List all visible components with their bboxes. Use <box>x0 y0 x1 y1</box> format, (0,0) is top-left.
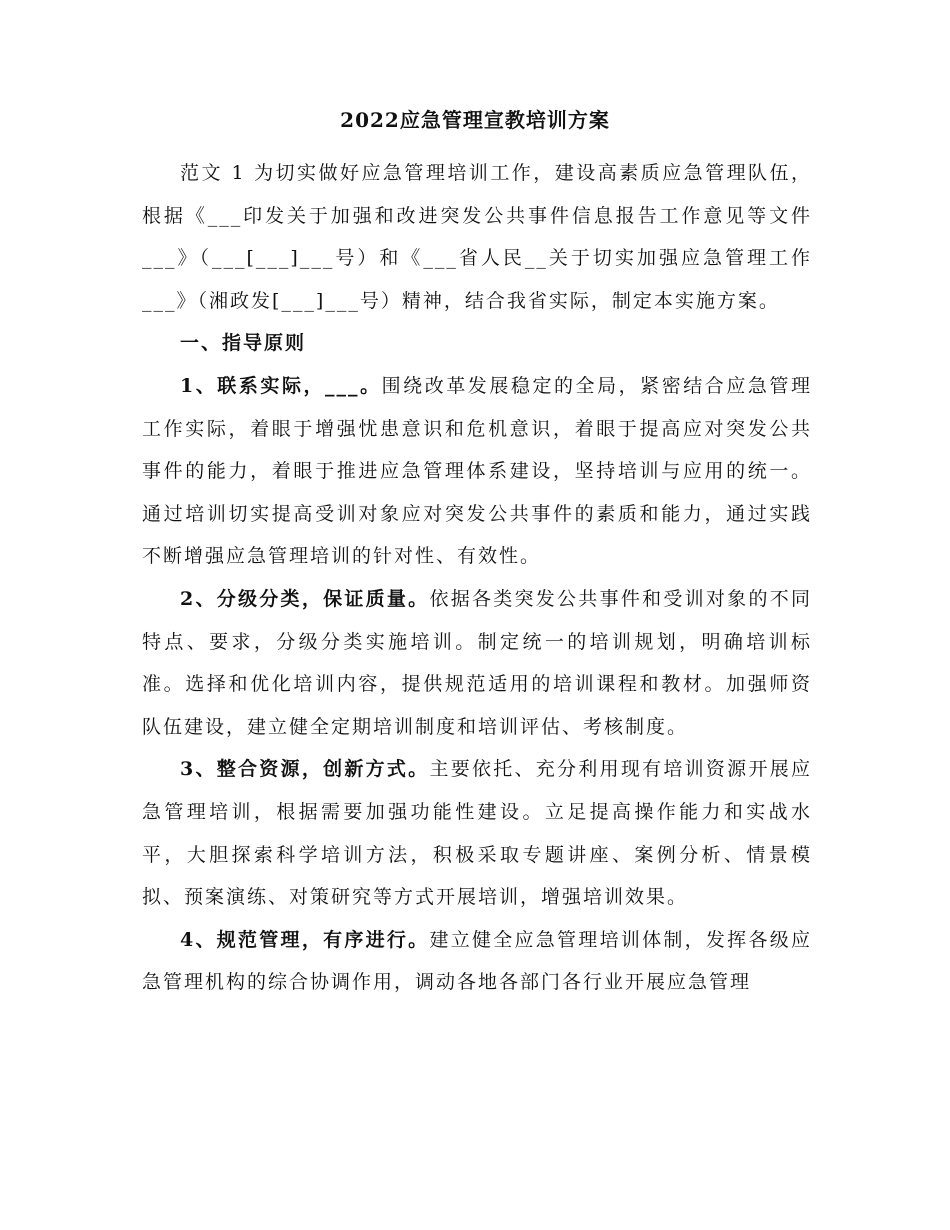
principle-item-1-lead: 1、联系实际，___。 <box>180 374 382 397</box>
principle-item-4 <box>142 919 812 1004</box>
principle-item-1 <box>142 365 812 578</box>
principle-item-2-text: 依据各类突发公共事件和受训对象的不同特点、要求，分级分类实施培训。制定统一的培训规划，明确培训标准。选择和优化培训内容，提供规范适用的培训课程和教材。加强师资队伍建设，建立健全定期培训制度和培训评估、考核制度。 <box>142 587 812 738</box>
intro-paragraph: 范文 1 为切实做好应急管理培训工作，建设高素质应急管理队伍，根据《___印发关于加强和改进突发公共事件信息报告工作意见等文件___》（___[___]___号）和《___省人民__关于切实加强应急管理工作___》（湘政发[___]___号）精神，结合我省实际，制定本实施方案。 <box>142 162 812 312</box>
principle-item-3-text: 主要依托、充分利用现有培训资源开展应急管理培训，根据需要加强功能性建设。立足提高操作能力和实战水平，大胆探索科学培训方法，积极采取专题讲座、案例分析、情景模拟、预案演练、对策研究等方式开展培训，增强培训效果。 <box>142 758 812 909</box>
principle-item-4-text: 建立健全应急管理培训体制，发挥各级应急管理机构的综合协调作用，调动各地各部门各行业开展应急管理 <box>142 928 812 994</box>
principle-item-3 <box>142 748 812 918</box>
principle-item-2-lead: 2、分级分类，保证质量。 <box>180 587 430 610</box>
principle-item-3-lead: 3、整合资源，创新方式。 <box>180 758 430 781</box>
document-body <box>142 152 812 1004</box>
principle-item-1-text: 围绕改革发展稳定的全局，紧密结合应急管理工作实际，着眼于增强忧患意识和危机意识，着眼于提高应对突发公共事件的能力，着眼于推进应急管理体系建设，坚持培训与应用的统一。通过培训切实提高受训对象应对突发公共事件的素质和能力，通过实践不断增强应急管理培训的针对性、有效性。 <box>142 374 812 568</box>
document-title: 2022应急管理宣教培训方案 <box>340 108 610 132</box>
principle-item-4-lead: 4、规范管理，有序进行。 <box>180 928 430 951</box>
section-heading-guiding-principles: 一、指导原则 <box>180 332 307 355</box>
principle-item-2 <box>142 578 812 748</box>
